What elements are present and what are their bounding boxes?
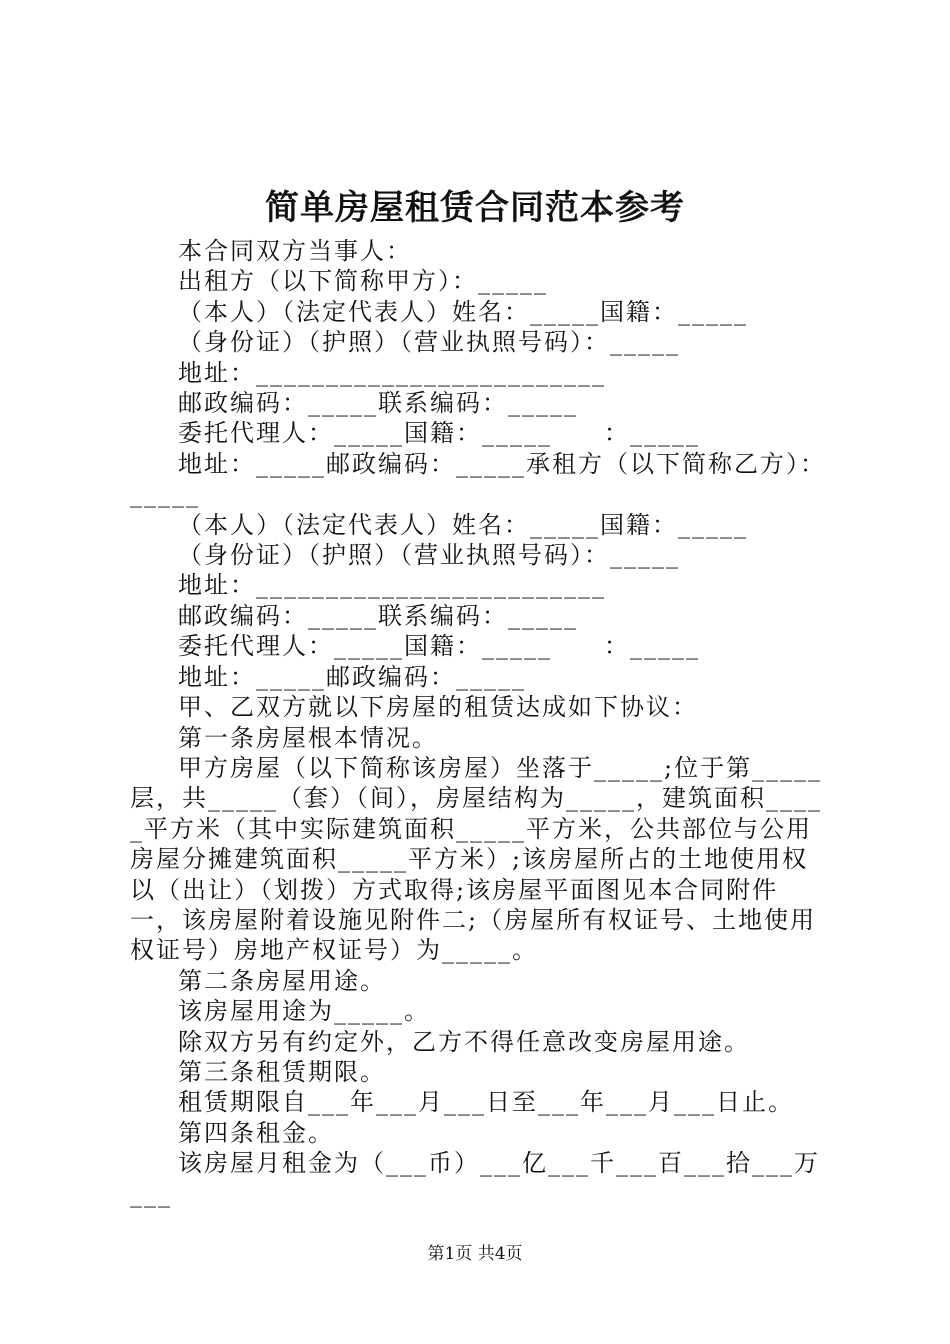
paragraph: 甲、乙双方就以下房屋的租赁达成如下协议： [178,693,698,722]
paragraph: 第二条房屋用途。 [178,966,386,995]
paragraph: 邮政编码：_____联系编码：_____ [178,389,578,418]
paragraph: 第四条租金。 [178,1118,334,1147]
paragraph: （本人）（法定代表人）姓名：_____国籍：_____ [178,510,748,539]
paragraph: 除双方另有约定外，乙方不得任意改变房屋用途。 [178,1027,750,1056]
paragraph: （身份证）（护照）（营业执照号码）：_____ [178,541,680,570]
paragraph: 甲方房屋（以下简称该房屋）坐落于_____;位于第_____层，共_____（套）（间），房屋结构为_____，建筑面积_____平方米（其中实际建筑面积_____平方米，公共部位与公用房屋分摊建筑面积_____平方米）;该房屋所占的土地使用权以（出让）（划拨）方式取得;该房屋平面图见本合同附件一，该房屋附着设施见附件二;（房屋所有权证号、土地使用权证号）房地产权证号）为_____。 [130,753,823,965]
document-body [130,236,830,1209]
paragraph: 地址：_____邮政编码：_____承租方（以下简称乙方）：_____ [130,449,826,509]
paragraph: 委托代理人：_____国籍：_____ ：_____ [178,419,700,448]
paragraph: （本人）（法定代表人）姓名：_____国籍：_____ [178,297,748,326]
document-title: 简单房屋租赁合同范本参考 [265,188,685,228]
paragraph: 该房屋月租金为（___币）___亿___千___百___拾___万___ [130,1149,820,1208]
page-footer: 第1页 共4页 [427,1244,523,1264]
paragraph: （身份证）（护照）（营业执照号码）：_____ [178,328,680,357]
paragraph: 地址：_____邮政编码：_____ [178,662,526,691]
paragraph: 该房屋用途为_____。 [178,997,430,1026]
paragraph: 委托代理人：_____国籍：_____ ：_____ [178,632,700,661]
paragraph: 第一条房屋根本情况。 [178,723,438,752]
paragraph: 地址：_________________________ [178,571,606,600]
paragraph: 本合同双方当事人： [178,237,412,265]
paragraph: 地址：_________________________ [178,358,606,387]
paragraph: 租赁期限自___年___月___日至___年___月___日止。 [178,1088,794,1117]
paragraph: 出租方（以下简称甲方）：_____ [178,267,548,296]
paragraph: 邮政编码：_____联系编码：_____ [178,601,578,630]
paragraph: 第三条租赁期限。 [178,1057,386,1086]
